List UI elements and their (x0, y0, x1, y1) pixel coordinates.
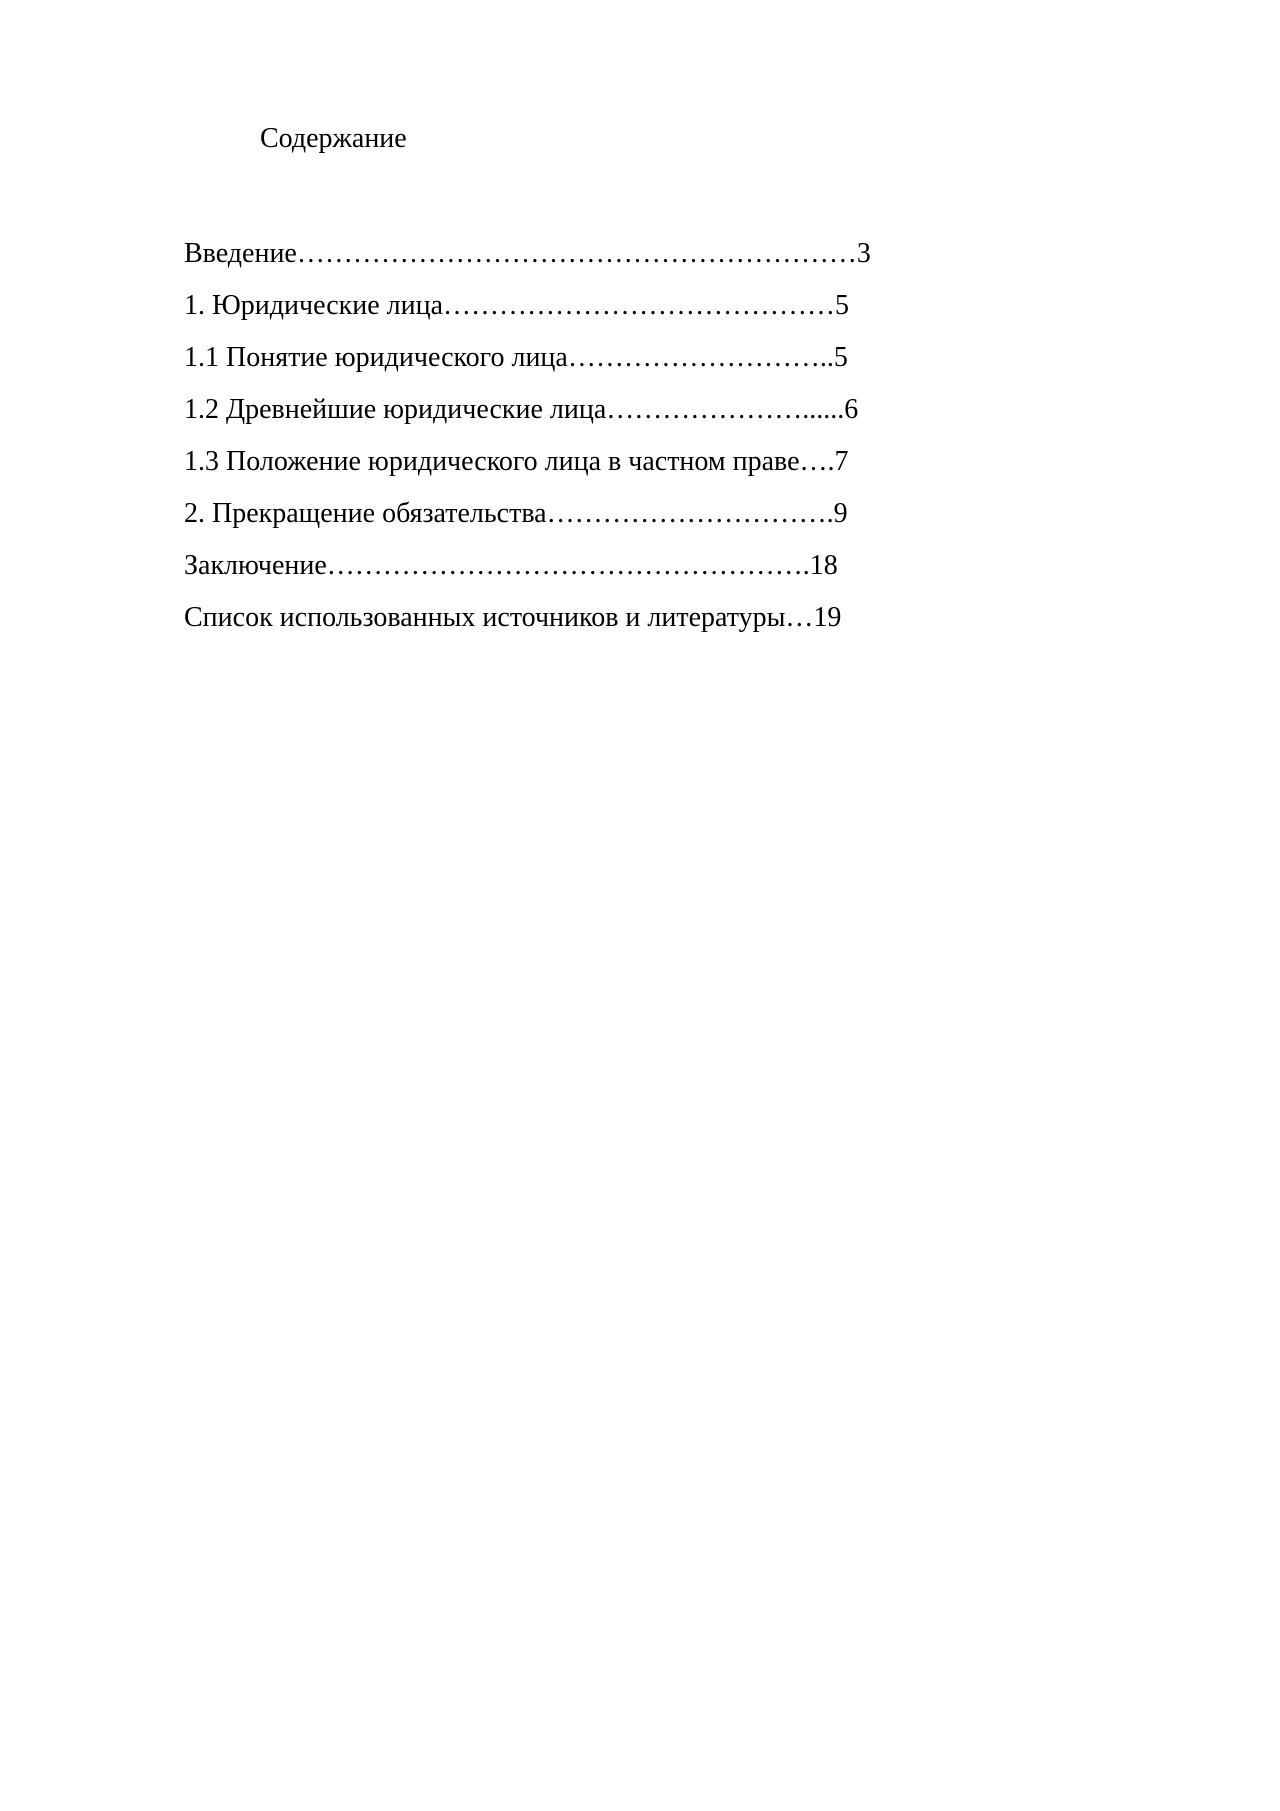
toc-entry-introduction: Введение……………………………………………………3 (184, 238, 871, 269)
toc-entry-legal-entity-private-law: 1.3 Положение юридического лица в частном праве….7 (184, 446, 849, 477)
table-of-contents (184, 228, 871, 644)
toc-heading: Содержание (260, 123, 407, 154)
toc-entry-legal-entity-concept: 1.1 Понятие юридического лица………………………..5 (184, 342, 848, 373)
toc-entry-legal-entities: 1. Юридические лица……………………………………5 (184, 290, 850, 321)
toc-entry-conclusion: Заключение…………………………………………….18 (184, 550, 838, 581)
toc-entry-termination-of-obligation: 2. Прекращение обязательства………………………….9 (184, 498, 848, 529)
toc-entry-ancient-legal-entities: 1.2 Древнейшие юридические лица…………………......6 (184, 394, 859, 425)
toc-entry-references: Список использованных источников и литературы…19 (184, 602, 842, 633)
